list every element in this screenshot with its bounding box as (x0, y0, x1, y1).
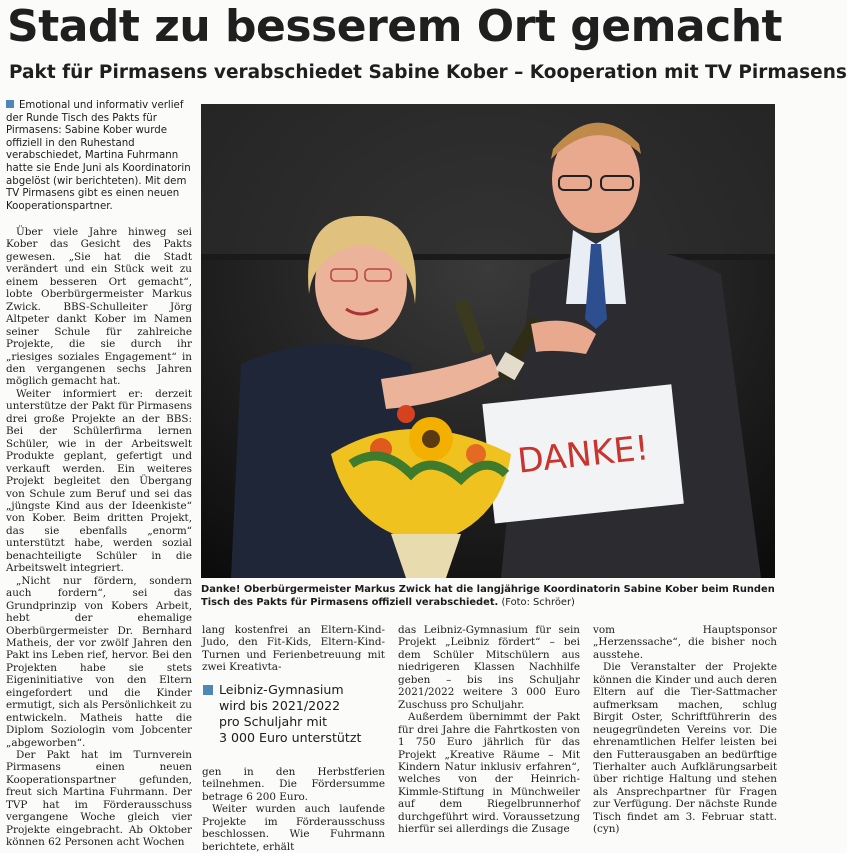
column-4 (593, 624, 777, 836)
column-3 (398, 624, 580, 836)
subtitle-line: wird bis 2021/2022 (219, 698, 341, 713)
paragraph: Außerdem übernimmt der Pakt für drei Jahre die Fahrtkosten von 1 750 Euro jährlich für das Projekt „Kreative Räume – Mit Kindern Natur inklusiv erfahren“, welches von der Heinrich-Kimmle-Stiftung in Münchweiler auf dem Riegelbrunnerhof durchgeführt wird. Voraussetzung hierfür sei allerdings die Zusage (398, 711, 580, 836)
column-2-top (202, 624, 385, 674)
column-2-bottom (202, 766, 385, 853)
bullet-square-icon (6, 100, 14, 108)
section-subtitle (203, 682, 385, 746)
paragraph: gen in den Herbstferien teilnehmen. Die Fördersumme betrage 6 200 Euro. (202, 766, 385, 803)
photo-caption (201, 583, 777, 609)
paragraph: Weiter informiert er: derzeit unterstütze der Pakt für Pirmasens drei große Projekte an der BBS: Bei der Schülerfirma lernen Schüler, wie in der Arbeitswelt Produkte geplant, gefertigt und verkauft werden. Ein weiteres Projekt begleitet den Übergang von Schule zum Beruf und sei das „jüngste Kind aus der Ideenkiste“ von Kober. Beim dritten Projekt, das sie ebenfalls „enorm“ unterstützt habe, werden sozial benachteiligte Schüler in die Arbeitswelt integriert. (6, 387, 192, 575)
lead-text: Emotional und informativ verlief der Runde Tisch des Pakts für Pirmasens: Sabine Kober wurde offiziell in den Ruhestand verabschiedet, Martina Fuhrmann hatte sie Ende Juni als Koordinatorin abgelöst (wir berichteten). Mit dem TV Pirmasens gibt es einen neuen Kooperationspartner. (6, 100, 191, 212)
paragraph: Über viele Jahre hinweg sei Kober das Gesicht des Pakts gewesen. „Sie hat die Stadt verändert und ein Stück weit zu einem besseren Ort gemacht“, lobte Oberbürgermeister Markus Zwick. BBS-Schulleiter Jörg Altpeter dankt Kober im Namen seiner Schule für zahlreiche Projekte, die sie durch ihr „riesiges soziales Engagement“ in den vergangenen sechs Jahren möglich gemacht hat. (6, 226, 192, 388)
paragraph: Der Pakt hat im Turnverein Pirmasens einen neuen Kooperationspartner gefunden, freut sich Martina Fuhrmann. Der TVP hat im Förderausschuss vergangene Woche gleich vier Projekte eingebracht. Ab Oktober können 62 Personen acht Wochen (6, 749, 192, 849)
paragraph: das Leibniz-Gymnasium für sein Projekt „Leibniz fördert“ – bei dem Schüler Mitschülern aus niedrigeren Klassen Nachhilfe geben – bis ins Schuljahr 2021/2022 weitere 3 000 Euro Zuschuss pro Schuljahr. (398, 624, 580, 711)
column-1 (6, 226, 192, 849)
paragraph: Die Veranstalter der Projekte können die Kinder und auch deren Eltern auf die Tier-Sattmacher aufmerksam machen, schlug Birgit Oster, Schriftführerin des neugegründeten Vereins vor. Die ehrenamtlichen Helfer leisten bei den Futterausgaben an bedürftige Tierhalter auch Aufklärungsarbeit über richtige Haltung und stehen als Ansprechpartner für Fragen zur Verfügung. Der nächste Runde Tisch findet am 3. Februar statt. (cyn) (593, 661, 777, 836)
paragraph: lang kostenfrei an Eltern-Kind-Judo, den Fit-Kids, Eltern-Kind-Turnen und Ferienbetreuung mit zwei Kreativta- (202, 624, 385, 674)
photo-credit: (Foto: Schröer) (501, 597, 575, 609)
headline: Stadt zu besserem Ort gemacht (7, 1, 783, 52)
paragraph: Weiter wurden auch laufende Projekte im Förderausschuss beschlossen. Wie Fuhrmann berichtete, erhält (202, 803, 385, 853)
photo-illustration (201, 104, 775, 578)
article-photo (201, 104, 775, 578)
bullet-square-icon (203, 685, 213, 695)
subtitle-line: pro Schuljahr mit (219, 714, 328, 729)
subtitle-line: 3 000 Euro unterstützt (219, 730, 362, 745)
paragraph: vom Hauptsponsor „Herzenssache“, die bisher noch ausstehe. (593, 624, 777, 661)
paragraph: „Nicht nur fördern, sondern auch fordern“, sei das Grundprinzip von Kobers Arbeit, hebt der ehemalige Oberbürgermeister Dr. Bernhard Matheis, der vor zwölf Jahren den Pakt ins Leben rief, hervor. Bei den Projekten habe sie stets Eigeninitiative von den Eltern eingefordert und die Kinder ermutigt, sich als Persönlichkeit zu entwickeln. Matheis hatte die Diplom Soziologin vom Jobcenter „abgeworben“. (6, 574, 192, 749)
subheadline: Pakt für Pirmasens verabschiedet Sabine Kober – Kooperation mit TV Pirmasens (9, 62, 847, 83)
caption-text: Danke! Oberbürgermeister Markus Zwick hat die langjährige Koordinatorin Sabine Kober beim Runden Tisch des Pakts für Pirmasens offiziell verabschiedet. (201, 584, 775, 609)
article-lead (6, 100, 192, 213)
subtitle-line: Leibniz-Gymnasium (219, 682, 344, 697)
poster-text: DANKE! (515, 428, 651, 482)
